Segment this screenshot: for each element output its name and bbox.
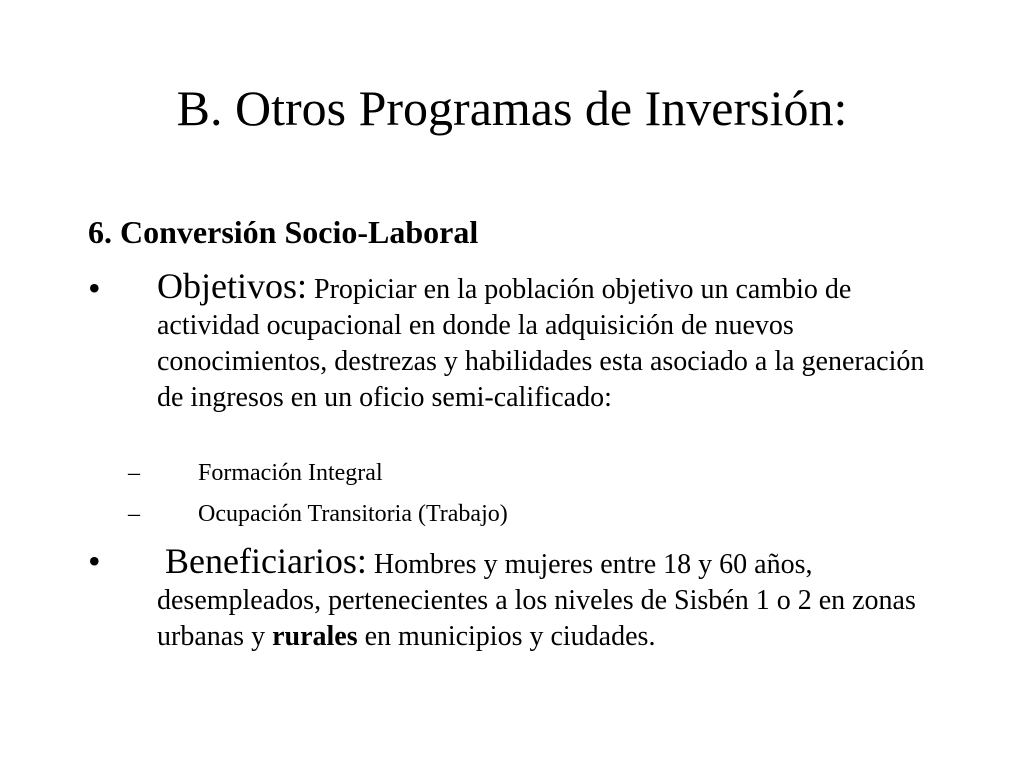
section-heading: 6. Conversión Socio-Laboral xyxy=(88,214,479,250)
bullet-marker: • xyxy=(88,541,101,581)
bullet-beneficiarios xyxy=(157,543,957,655)
sub-bullet-marker: – xyxy=(128,501,140,527)
bullet-emphasis-rurales: rurales xyxy=(272,621,358,652)
bullet-objetivos xyxy=(157,268,957,416)
sub-item-ocupacion-transitoria: Ocupación Transitoria (Trabajo) xyxy=(198,501,508,527)
slide-title: B. Otros Programas de Inversión: xyxy=(176,80,848,136)
bullet-text-beneficiarios-end: en municipios y ciudades. xyxy=(357,621,656,652)
sub-bullet-marker: – xyxy=(128,460,140,486)
bullet-text-objetivos: Propiciar en la población objetivo un cambio de actividad ocupacional en donde la adquisición de nuevos conocimientos, destrezas y habilidades esta asociado a la generación de ingresos en un oficio semi-calificado: xyxy=(157,274,925,413)
bullet-marker: • xyxy=(88,268,101,308)
bullet-lead-objetivos: Objetivos: xyxy=(157,266,307,306)
bullet-lead-beneficiarios: Beneficiarios: xyxy=(165,541,367,581)
sub-item-formacion-integral: Formación Integral xyxy=(198,460,383,486)
bullet-text-beneficiarios: Hombres y mujeres entre 18 y 60 años, desempleados, pertenecientes a los niveles de Sisbén 1 o 2 en zonas urbanas y xyxy=(157,549,916,652)
